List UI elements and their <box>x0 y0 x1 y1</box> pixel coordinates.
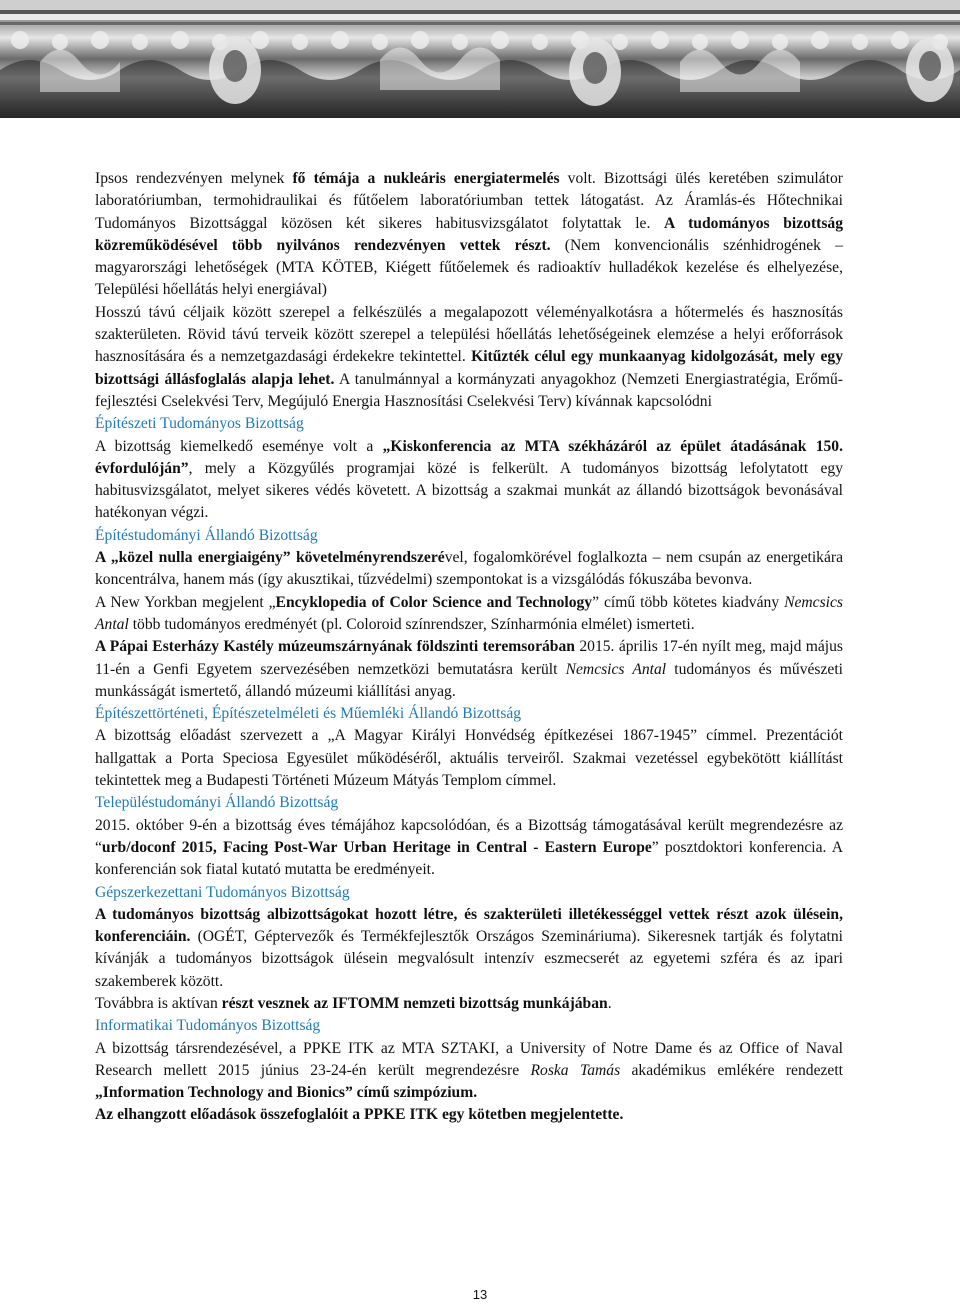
text-run: tudományos és művészeti munkásságát ismertető, állandó múzeumi kiállítási anyag. <box>95 660 844 700</box>
text-run: (Nem konvencionális szénhidrogének – magyarországi lehetőségek (MTA KÖTEB, Kiégett fűtőelemek és radioaktív hulladékok kezelése és elhelyezése, Települési hőellátás helyi energiával) <box>95 236 843 299</box>
bold-run: A tudományos bizottság albizottságokat hozott létre, és szakterületi illetékességgel vettek részt azok ülésein, konferenciáin. <box>95 905 843 946</box>
italic-run: Nemcsics Antal <box>95 593 843 633</box>
italic-run: Nemcsics Antal <box>565 660 667 678</box>
text-run: ” című több kötetes kiadvány <box>592 593 785 611</box>
paragraph-iftomm <box>95 993 843 1015</box>
bold-run: A tudományos bizottság közreműködésével több nyilvános rendezvényen vettek részt. <box>95 214 843 254</box>
bold-run: „Kiskonferencia az MTA székházáról az épület átadásának 150. évfordulóján” <box>95 437 844 477</box>
paragraph-telepulestudomanyi <box>95 815 843 882</box>
heading-gepszerkezettani: Gépszerkezettani Tudományos Bizottság <box>95 883 350 901</box>
heading-telepulestudomanyi: Településtudományi Állandó Bizottság <box>95 794 339 812</box>
header-ornament-banner <box>0 0 960 118</box>
bold-run: Kitűzték célul egy munkaanyag kidolgozását, mely egy bizottsági állásfoglalás alapja lehet. <box>95 348 843 388</box>
bold-run: fő témája a nukleáris energiatermelés <box>292 170 560 187</box>
bold-run: „Information Technology and Bionics” című szimpózium. <box>95 1084 478 1102</box>
text-run: 2015. április 17-én nyílt meg, majd május 11-én a Genfi Egyetem szervezésében nemzetközi bemutatásra került <box>95 638 843 678</box>
heading-epiteszettorteneti: Építészettörténeti, Építészetelméleti és Műemléki Állandó Bizottság <box>95 705 522 723</box>
text-run: A tanulmánnyal a kormányzati anyagokhoz (Nemzeti Energiastratégia, Erőmű-fejlesztési Cselekvési Terv, Megújuló Energia Hasznosítási Cselekvési Terv) kívánnak kapcsolódni <box>95 370 843 410</box>
paragraph-informatikai <box>95 1038 843 1105</box>
bold-run: A „közel nulla energiaigény” követelményrendszeré <box>95 549 445 567</box>
text-run: A bizottság kiemelkedő eseménye volt a <box>95 437 383 455</box>
text-run: akadémikus emlékére rendezett <box>620 1061 843 1079</box>
text-run: A bizottság társrendezésével, a PPKE ITK az MTA SZTAKI, a University of Notre Dame és az Office of Naval Research mellett 2015 június 23-24-én került megrendezésre <box>95 1039 843 1079</box>
paragraph-exhibition <box>95 636 843 703</box>
heading-epitestudomanyi: Építéstudományi Állandó Bizottság <box>95 526 318 544</box>
bold-run: urb/doconf 2015, Facing Post-War Urban Heritage in Central - Eastern Europe <box>101 838 652 856</box>
text-run: vel, fogalomkörével foglalkozta – nem csupán az energetikára koncentrálva, hanem más (így akusztikai, tűzvédelmi) szempontokat is a vizsgálódás fókuszába bevonva. <box>95 549 843 589</box>
text-run: Ipsos rendezvényen melynek <box>95 170 293 187</box>
paragraph-goals <box>95 302 843 413</box>
paragraph-epiteszettorteneti: A bizottság előadást szervezett a „A Magyar Királyi Honvédség építkezései 1867-1945” címmel. Prezentációt hallgattak a Porta Speciosa Egyesület működéséről, aktuális terveiről. Szakmai vezetéssel egybekötött kiállítást tekintettek meg a Budapesti Történeti Múzeum Mátyás Templom címmel. <box>95 727 843 790</box>
paragraph-proceedings <box>95 1104 843 1126</box>
heading-epiteszeti: Építészeti Tudományos Bizottság <box>95 415 304 433</box>
ornament-frieze-image <box>0 0 960 118</box>
text-run: ” posztdoktori konferencia. A konferencián sok fiatal kutató mutatta be eredményeit. <box>95 838 843 879</box>
bold-run: Az elhangzott előadások összefoglalóit a PPKE ITK egy kötetben megjelentette. <box>95 1106 624 1124</box>
text-run: A New Yorkban megjelent „ <box>95 593 276 611</box>
page-number: 13 <box>472 1287 488 1302</box>
bold-run: Encyklopedia of Color Science and Technology <box>275 593 593 611</box>
bold-run: A Pápai Esterházy Kastély múzeumszárnyának földszinti teremsorában <box>95 638 575 656</box>
text-run: . <box>607 994 612 1012</box>
text-run: Továbbra is aktívan <box>95 994 222 1012</box>
text-run: Hosszú távú céljaik között szerepel a felkészülés a megalapozott véleményalkotásra a hőtermelés és hasznosítás szakterületen. Rövid távú terveik között szerepel a települési hőellátás lehetőségeinek elemzése a helyi erőforrások hasznosítására és a nemzetgazdasági érdekekre tekintettel. <box>95 303 843 366</box>
heading-informatikai: Informatikai Tudományos Bizottság <box>95 1017 321 1035</box>
paragraph-epiteszeti <box>95 436 843 525</box>
text-run: több tudományos eredményét (pl. Coloroid színrendszer, Színharmónia elmélet) ismerteti. <box>128 615 695 633</box>
paragraph-nuclear <box>95 168 843 302</box>
italic-run: Roska Tamás <box>530 1061 621 1079</box>
page-body <box>95 168 843 1127</box>
text-run: (OGÉT, Géptervezők és Termékfejlesztők Országos Szemináriuma). Sikeresnek tartják és folytatni kívánják a tudományos bizottságok ülésein megvalósult intenzív eszmecserét az egyetemi szféra és az ipari szakemberek között. <box>95 928 843 990</box>
text-run: , mely a Közgyűlés programjai közé is felkerült. A tudományos bizottság lefolytatott egy habitusvizsgálatot, melyet sikeres védés követett. A bizottság a szakmai munkát az állandó bizottságok bevonásával hatékonyan végzi. <box>95 459 843 522</box>
text-run: 2015. október 9-én a bizottság éves témájához kapcsolódóan, és a Bizottság támogatásával került megrendezésre az “ <box>95 816 843 856</box>
bold-run: részt vesznek az IFTOMM nemzeti bizottság munkájában <box>221 994 608 1012</box>
text-run: volt. Bizottsági ülés keretében szimulátor laboratóriumban, termohidraulikai és fűtőelem laboratóriumban tettek látogatást. Az Áramlás-és Hőtechnikai Tudományos Bizottsággal közösen két sikeres habitusvizsgálatot folytattak le. <box>95 170 843 232</box>
paragraph-gepszerkezettani <box>95 904 843 993</box>
paragraph-energy <box>95 547 843 592</box>
paragraph-encyclopedia <box>95 592 843 637</box>
